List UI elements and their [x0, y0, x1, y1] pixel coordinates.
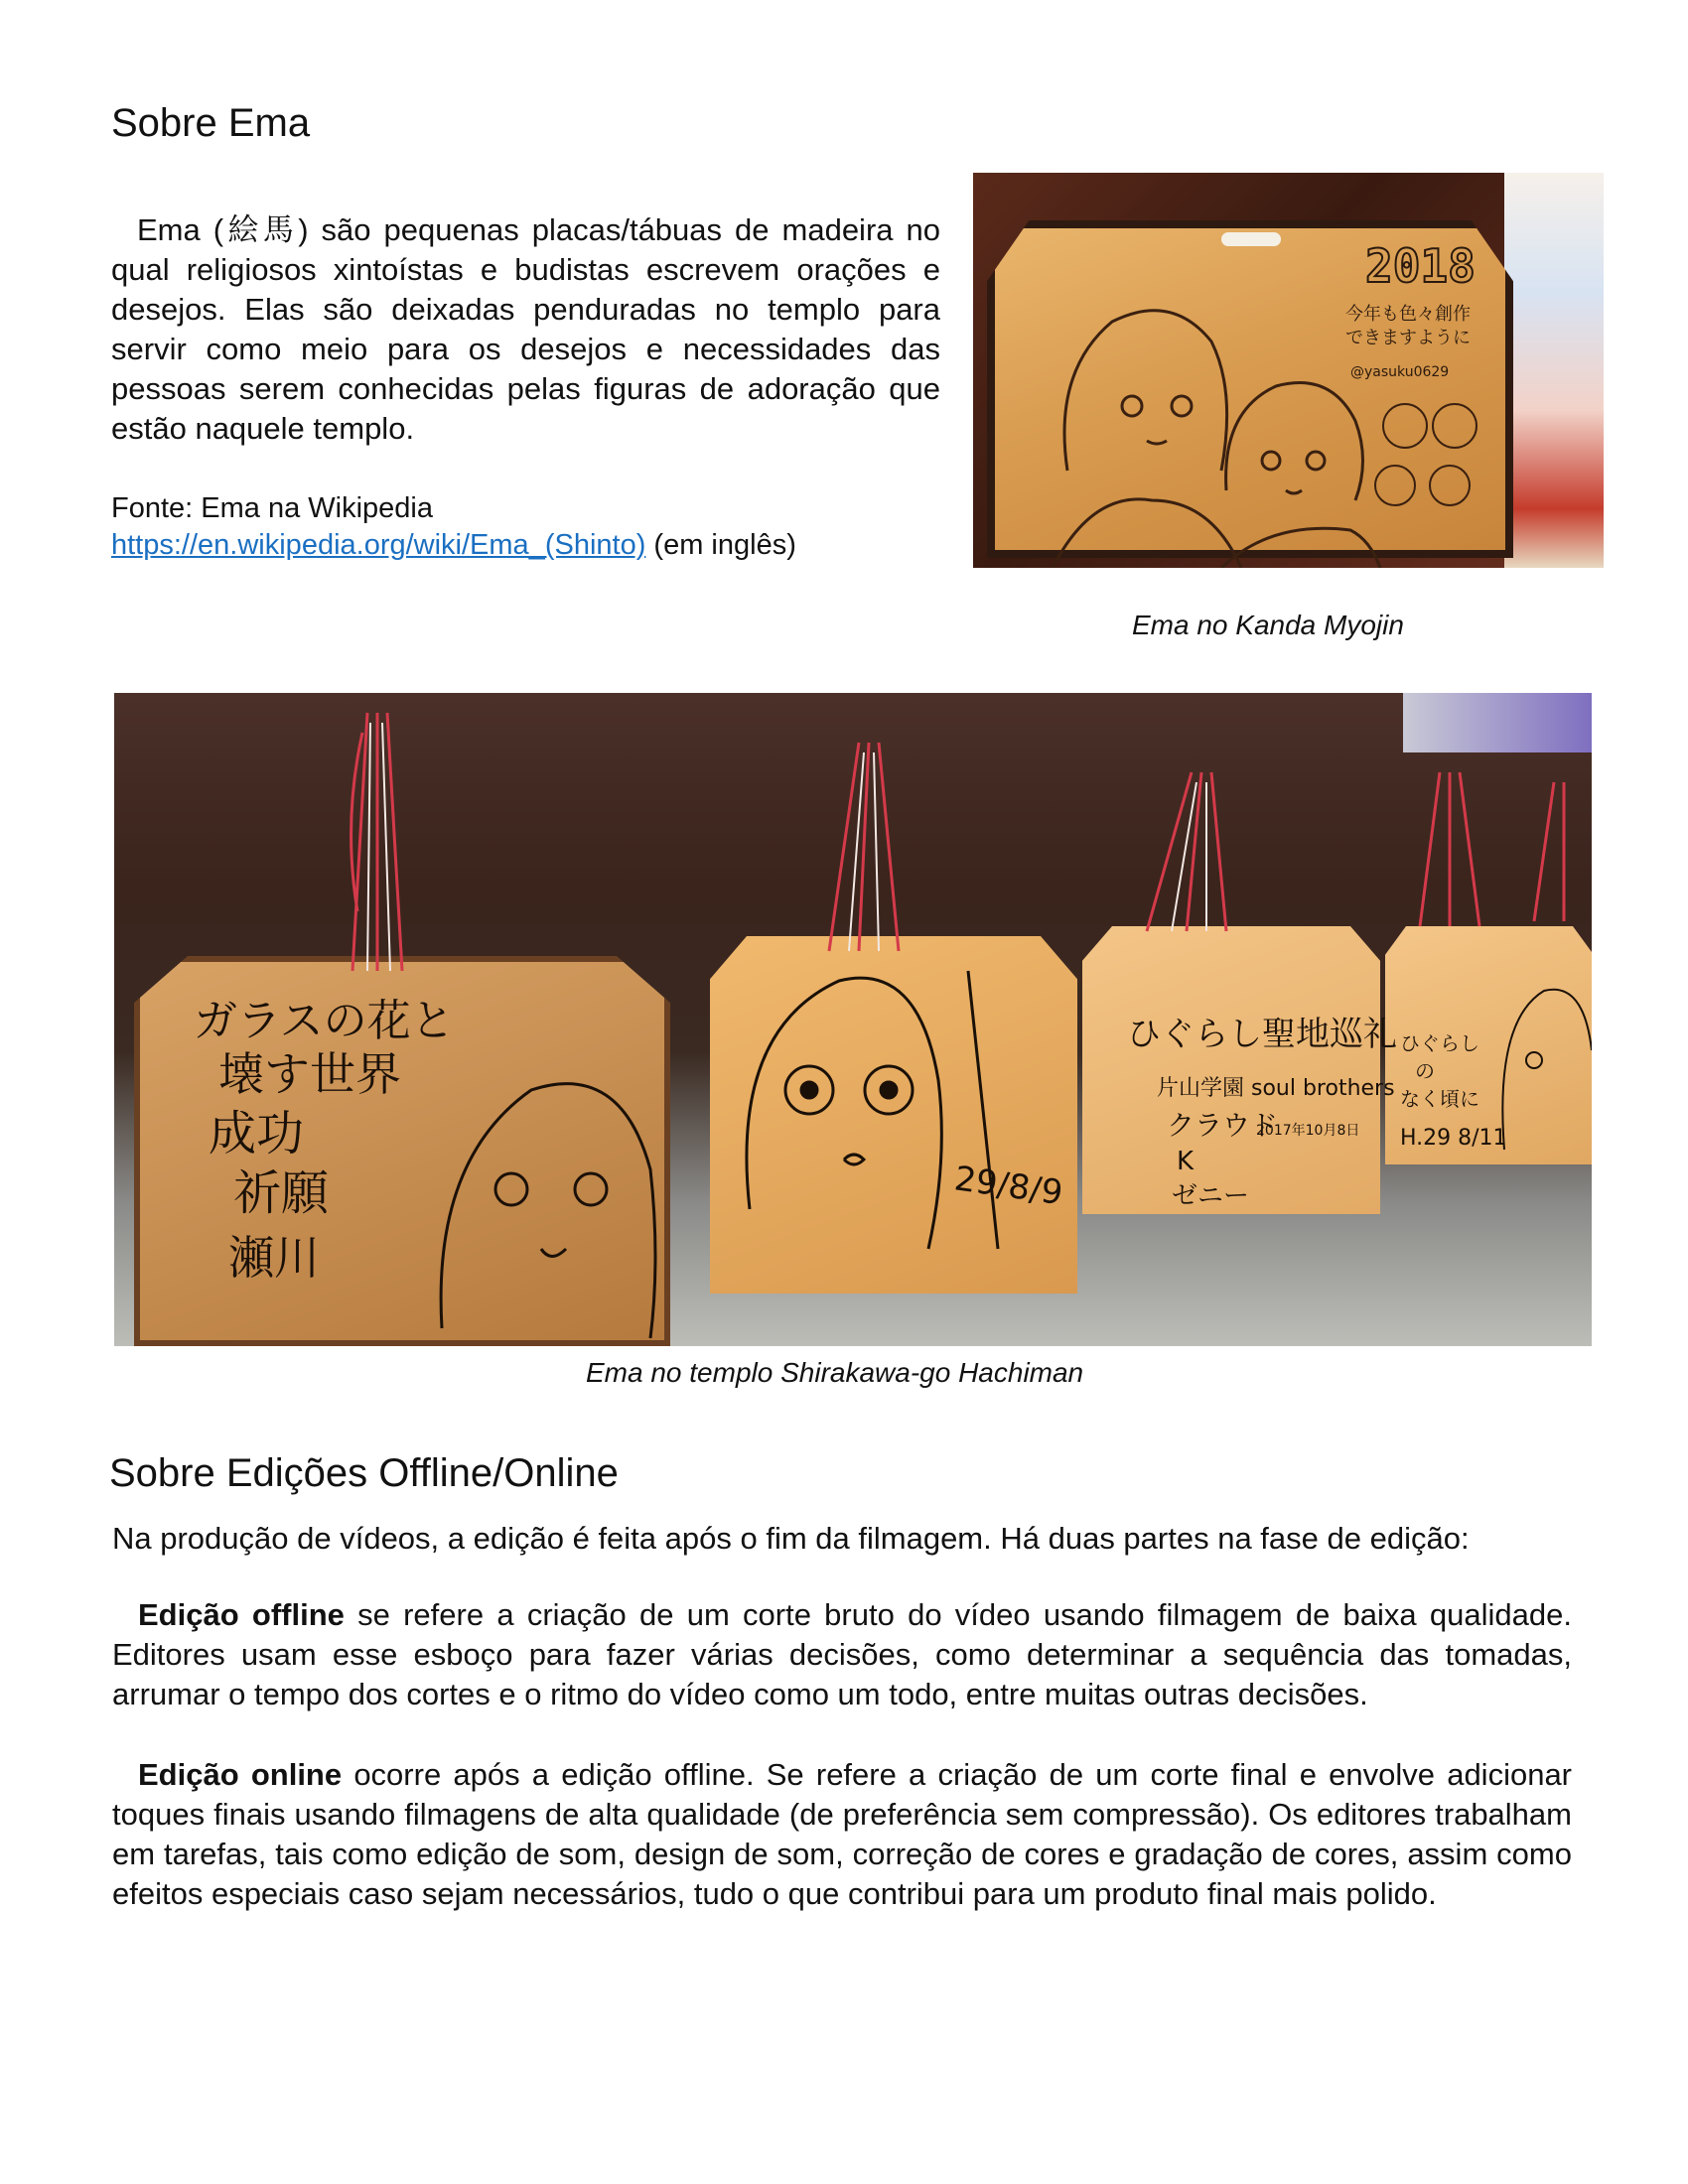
photo2-caption: Ema no templo Shirakawa-go Hachiman [586, 1357, 1084, 1388]
wikipedia-link[interactable]: https://en.wikipedia.org/wiki/Ema_(Shinto) [111, 529, 646, 561]
board4-character [1502, 990, 1592, 1150]
ema-description-text: Ema (絵馬) são pequenas placas/tábuas de madeira no qual religiosos xintoístas e budistas escrevem orações e desejos. Elas são deixadas penduradas no templo para servir como meio para os desejos e necessidades das pessoas serem conhecidas pelas figuras de adoração que estão naquele templo. [111, 212, 940, 446]
board1-character [441, 1084, 655, 1338]
plank-drawing [973, 173, 1604, 568]
board3-line3: クラウド [1167, 1109, 1279, 1142]
offline-paragraph [112, 1595, 1572, 1714]
board3-line2: 片山学園 soul brothers [1157, 1076, 1395, 1101]
board1-line4: 祈願 [233, 1165, 330, 1221]
online-text: ocorre após a edição offline. Se refere a criação de um corte final e envolve adicionar toques finais usando filmagens de alta qualidade (de preferência sem compressão). Os editores trabalham em tarefas, tais como edição de som, design de som, correção de cores e gradação de cores, assim como efeitos especiais caso sejam necessários, tudo o que contribui para um produto final mais polido. [112, 1757, 1573, 1911]
plank-handle: @yasuku0629 [1350, 364, 1450, 380]
source-label: Fonte: Ema na Wikipedia [111, 492, 433, 524]
ema-drawings [114, 693, 1592, 1346]
drawn-character-2 [1221, 383, 1380, 568]
offline-term: Edição offline [138, 1597, 345, 1632]
board2-date: 29/8/9 [951, 1159, 1065, 1214]
online-paragraph [112, 1755, 1572, 1914]
chibi-drawings [1375, 404, 1477, 505]
drawn-character-1 [1053, 311, 1241, 568]
board3-line4: K [1177, 1147, 1195, 1176]
board1-line2: 壊す世界 [218, 1047, 401, 1101]
board1-line1: ガラスの花と [194, 996, 455, 1046]
board4-line2: の [1415, 1059, 1435, 1083]
board3-line5: ゼニー [1172, 1181, 1250, 1211]
source-block [111, 490, 796, 564]
board3-line1: ひぐらし聖地巡礼 [1127, 1015, 1397, 1054]
offline-text: se refere a criação de um corte bruto do vídeo usando filmagem de baixa qualidade. Editores usam esse esboço para fazer várias decisões, como determinar a sequência das tomadas, arrumar o tempo dos cortes e o ritmo do vídeo como um todo, entre muitas outras decisões. [112, 1597, 1572, 1711]
plank-year: 2018 [1365, 239, 1476, 293]
plank-wish-line2: できますように [1345, 328, 1471, 348]
photo-kanda-myojin [973, 173, 1604, 568]
section-title-editing: Sobre Edições Offline/Online [109, 1451, 619, 1495]
red-strings [352, 713, 1564, 971]
plank-wish-line1: 今年も色々創作 [1345, 304, 1471, 325]
board1-line3: 成功 [209, 1106, 305, 1161]
board4-line1: ひぐらし [1400, 1031, 1479, 1055]
photo-shirakawa-go [114, 693, 1592, 1346]
editing-intro: Na produção de vídeos, a edição é feita após o fim da filmagem. Há duas partes na fase de edição: [112, 1521, 1470, 1556]
white-strings [367, 723, 1206, 971]
board3-date: 2017年10月8日 [1256, 1123, 1360, 1139]
section-title-ema: Sobre Ema [111, 101, 311, 145]
board4-sign: H.29 8/11 [1400, 1126, 1507, 1151]
online-term: Edição online [138, 1757, 343, 1792]
board4-line3: なく頃に [1400, 1087, 1479, 1111]
board2-character [747, 971, 998, 1249]
board1-line5: 瀬川 [228, 1231, 320, 1285]
source-line [111, 527, 796, 564]
source-note: (em inglês) [653, 529, 796, 561]
ema-description [111, 210, 940, 449]
photo1-caption: Ema no Kanda Myojin [1132, 610, 1404, 640]
